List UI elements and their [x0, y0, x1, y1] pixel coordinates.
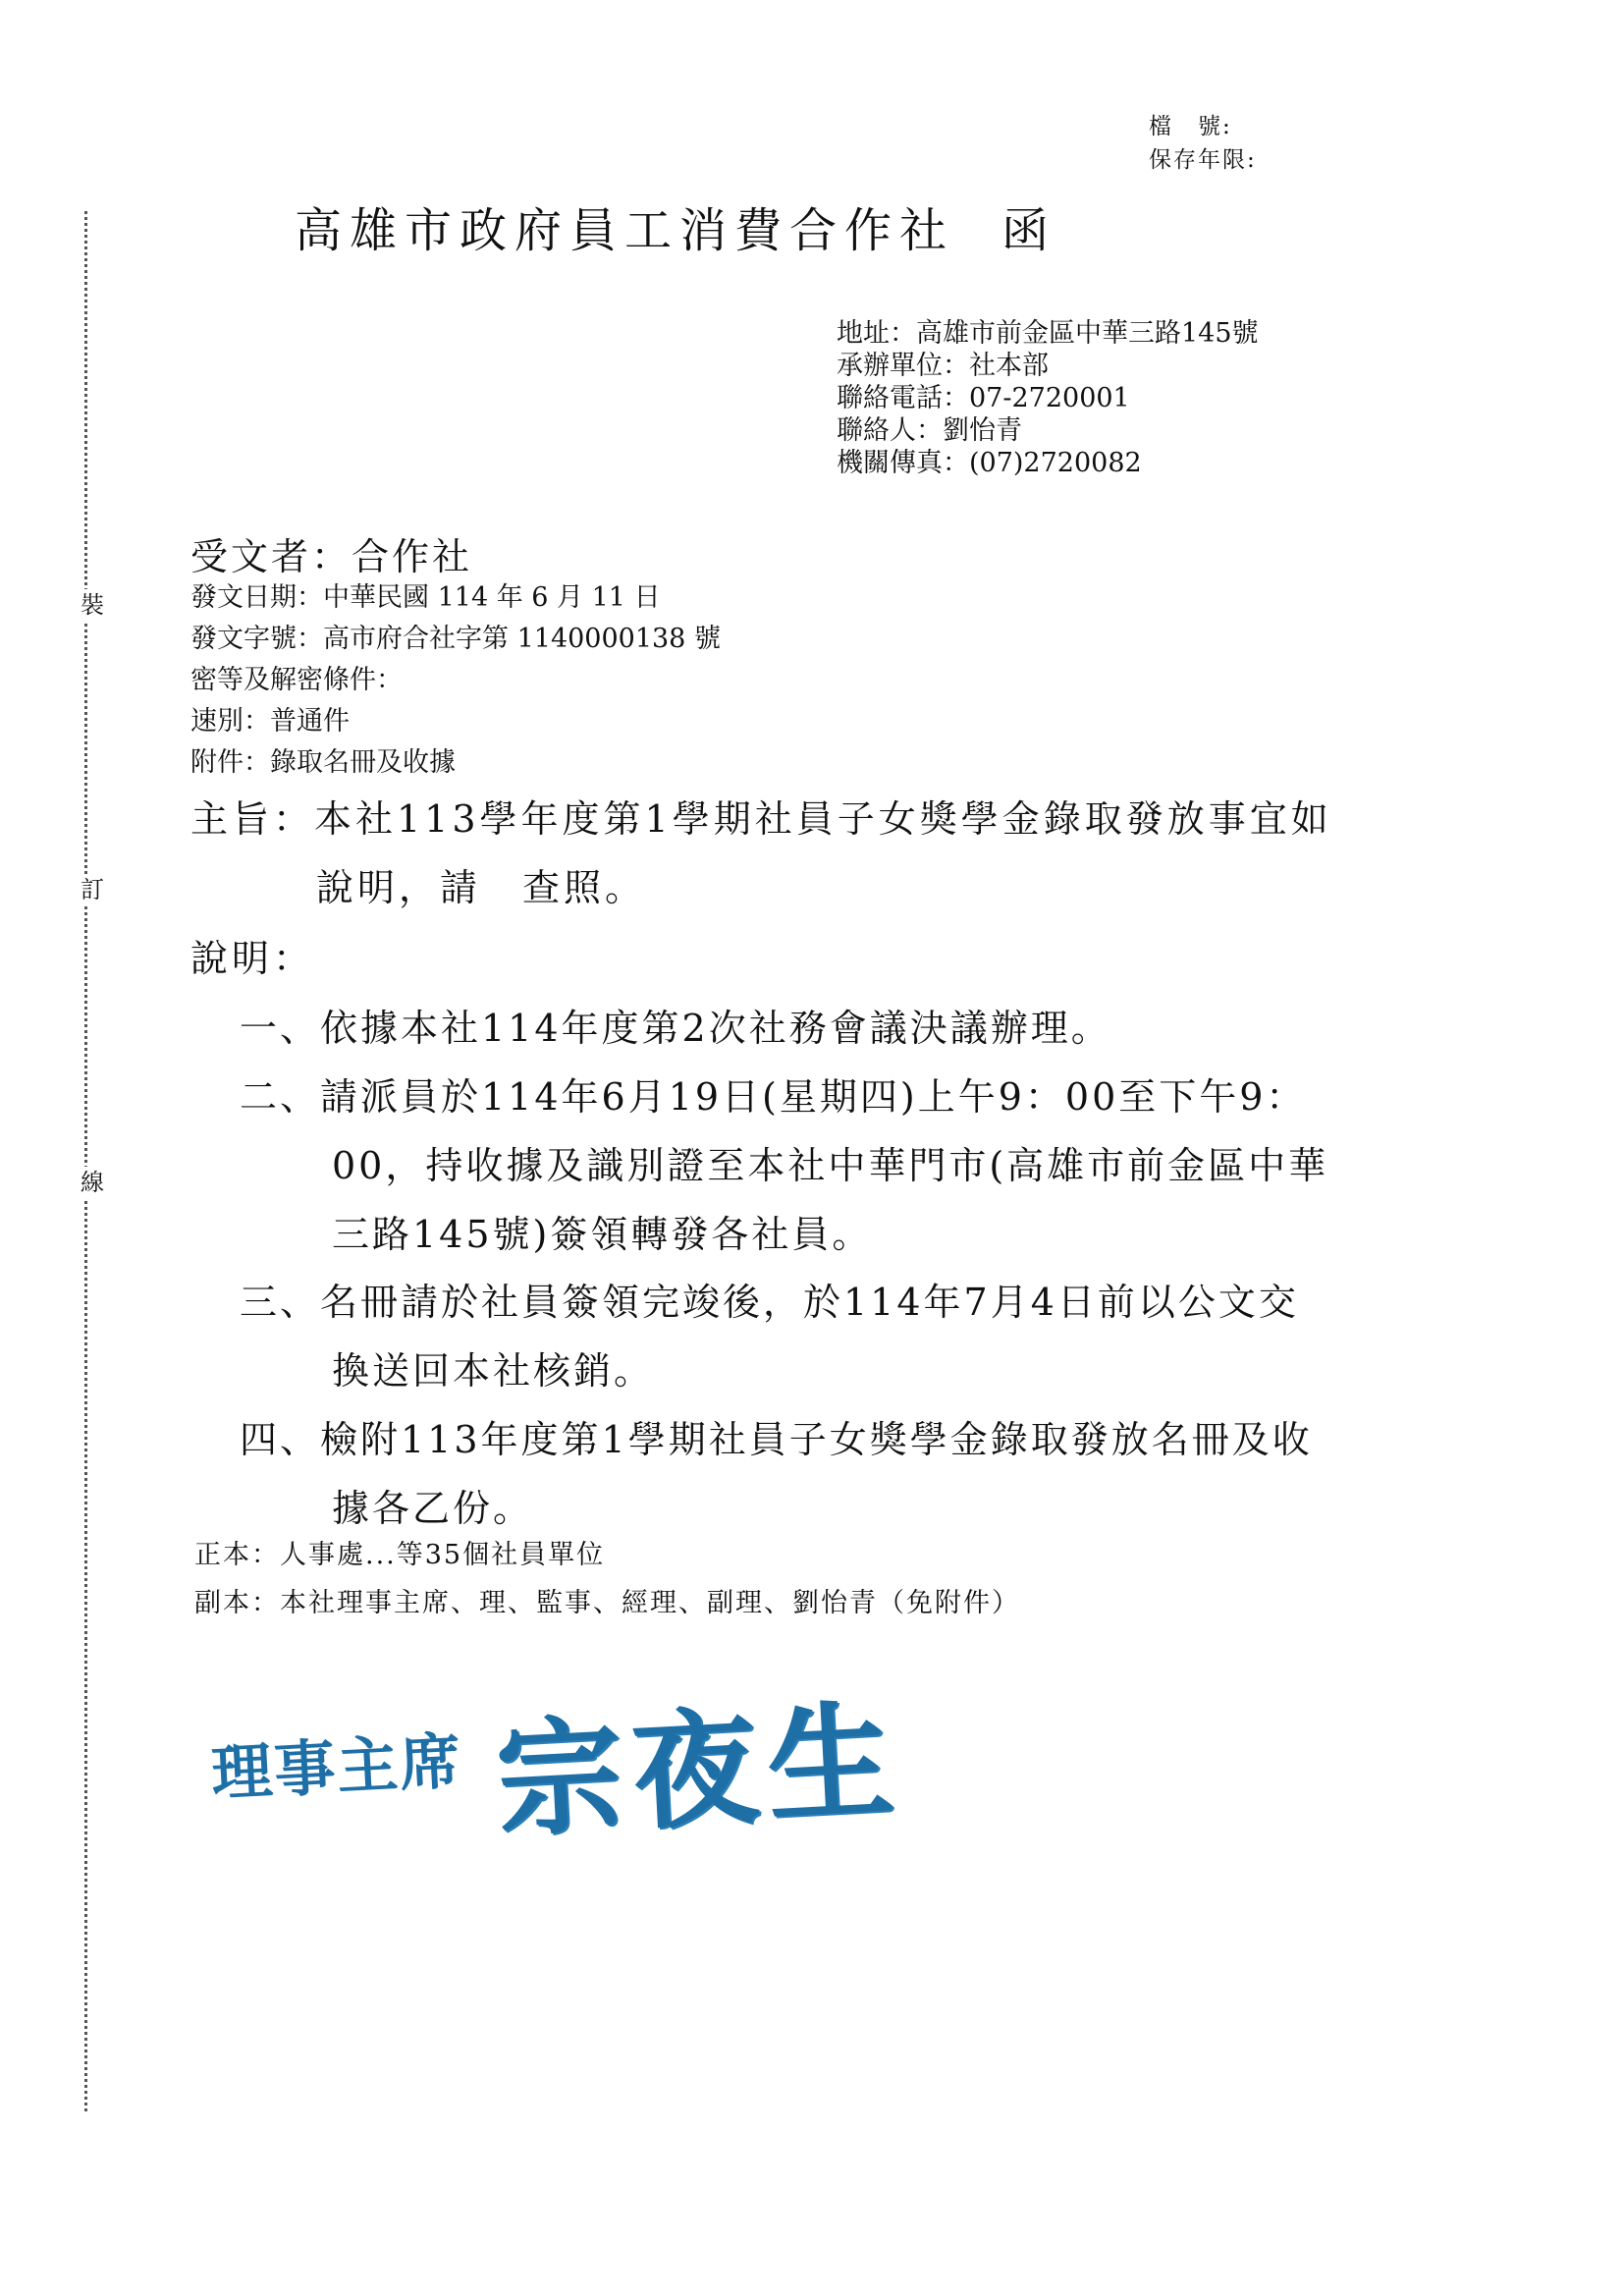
receiver: 受文者：合作社: [190, 535, 473, 578]
binding-mark-zhuang: 裝: [81, 591, 104, 619]
explanation-label: 說明：: [190, 937, 315, 980]
contact-person: 聯絡人：劉怡青: [837, 415, 1022, 446]
contact-unit: 承辦單位：社本部: [837, 351, 1049, 381]
explanation-item-3-line-1: 三、名冊請於社員簽領完竣後，於114年7月4日前以公文交: [240, 1281, 1299, 1324]
attachment: 附件：錄取名冊及收據: [190, 747, 456, 778]
delivery-speed: 速別：普通件: [190, 706, 350, 737]
explanation-item-2-line-1: 二、請派員於114年6月19日(星期四)上午9：00至下午9：: [240, 1075, 1307, 1119]
contact-block: [837, 317, 1259, 479]
file-number-label: 檔 號:: [1149, 114, 1232, 139]
issue-number: 發文字號：高市府合社字第 1140000138 號: [190, 624, 721, 654]
original-recipients: 正本：人事處...等35個社員單位: [194, 1540, 606, 1570]
organization-title: 高雄市政府員工消費合作社: [295, 203, 955, 258]
document-type: 函: [1001, 203, 1050, 258]
header-fields: [190, 577, 721, 784]
subject-line-2: 說明，請 查照。: [316, 866, 647, 909]
contact-phone: 聯絡電話：07-2720001: [837, 383, 1130, 413]
explanation-item-4-line-2: 據各乙份。: [332, 1487, 534, 1530]
binding-mark-xian: 線: [81, 1169, 104, 1196]
classification: 密等及解密條件：: [190, 665, 403, 695]
explanation-item-2-line-3: 三路145號)簽領轉發各社員。: [332, 1213, 873, 1256]
explanation-item-1: 一、依據本社114年度第2次社務會議決議辦理。: [240, 1007, 1111, 1050]
issue-date: 發文日期：中華民國 114 年 6 月 11 日: [190, 582, 661, 613]
contact-address: 地址：高雄市前金區中華三路145號: [837, 318, 1259, 349]
signature-name-stamp: 宗夜生: [492, 1687, 907, 1855]
copy-recipients: 副本：本社理事主席、理、監事、經理、副理、劉怡青（免附件）: [194, 1588, 1020, 1618]
signature-title-stamp: 理事主席: [209, 1724, 465, 1810]
retention-period-label: 保存年限:: [1149, 147, 1257, 173]
explanation-item-3-line-2: 換送回本社核銷。: [332, 1349, 655, 1393]
binding-mark-ding: 訂: [81, 876, 104, 903]
subject-line-1: 主旨：本社113學年度第1學期社員子女獎學金錄取發放事宜如: [190, 797, 1332, 841]
file-meta: [1149, 110, 1257, 177]
binding-line: [84, 211, 87, 2111]
explanation-item-2-line-2: 00，持收據及識別證至本社中華門市(高雄市前金區中華: [332, 1144, 1329, 1187]
explanation-item-4-line-1: 四、檢附113年度第1學期社員子女獎學金錄取發放名冊及收: [240, 1418, 1313, 1461]
contact-fax: 機關傳真：(07)2720082: [837, 448, 1142, 478]
